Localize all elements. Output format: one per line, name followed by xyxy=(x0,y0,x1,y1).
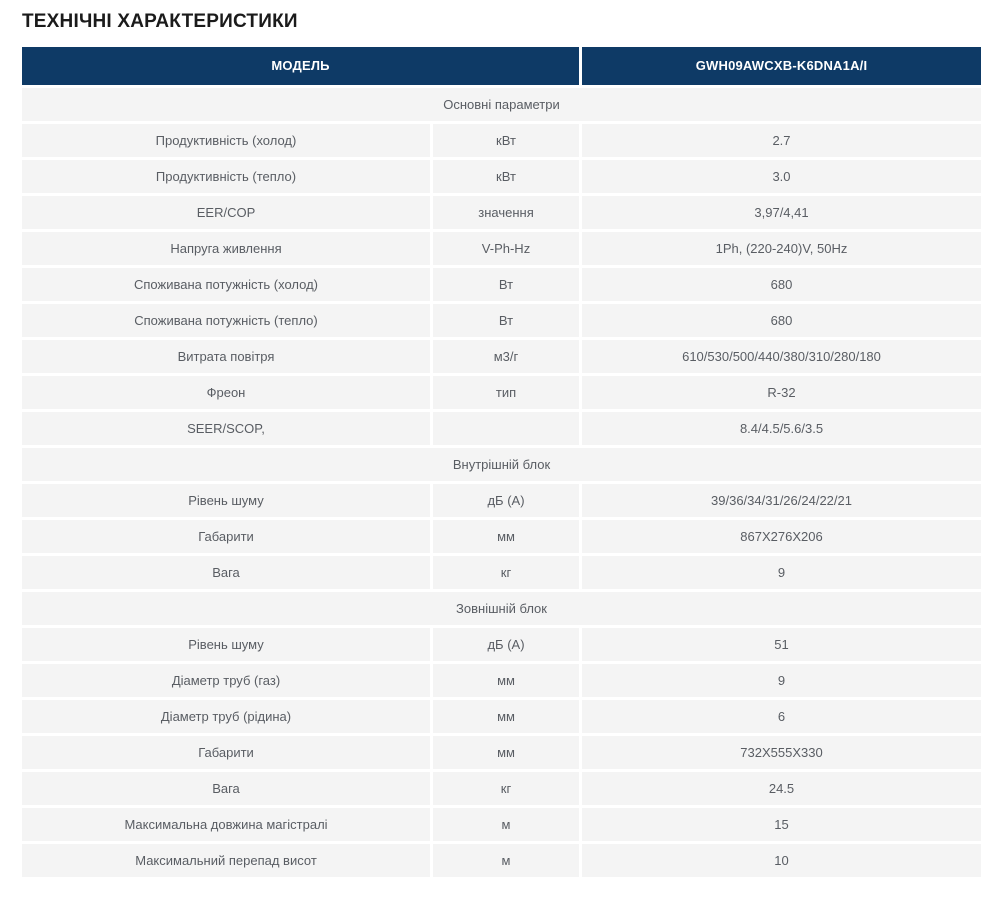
param-cell: Вага xyxy=(22,556,430,589)
value-cell: 680 xyxy=(582,304,981,337)
value-cell: 732X555X330 xyxy=(582,736,981,769)
param-cell: Рівень шуму xyxy=(22,484,430,517)
value-cell: 6 xyxy=(582,700,981,733)
table-row xyxy=(22,376,981,409)
param-cell: EER/COP xyxy=(22,196,430,229)
table-row xyxy=(22,340,981,373)
value-cell: 680 xyxy=(582,268,981,301)
unit-cell: значення xyxy=(433,196,579,229)
value-cell: 9 xyxy=(582,664,981,697)
unit-cell: кВт xyxy=(433,124,579,157)
value-cell: 3.0 xyxy=(582,160,981,193)
unit-cell: м3/г xyxy=(433,340,579,373)
table-row xyxy=(22,700,981,733)
param-cell: Витрата повітря xyxy=(22,340,430,373)
unit-cell: Вт xyxy=(433,304,579,337)
unit-cell: кг xyxy=(433,556,579,589)
param-cell: Габарити xyxy=(22,736,430,769)
unit-cell: кг xyxy=(433,772,579,805)
table-row xyxy=(22,628,981,661)
unit-cell: м xyxy=(433,808,579,841)
param-cell: Напруга живлення xyxy=(22,232,430,265)
section-title: Зовнішній блок xyxy=(22,592,981,625)
table-row xyxy=(22,520,981,553)
param-cell: SEER/SCOP, xyxy=(22,412,430,445)
table-row xyxy=(22,412,981,445)
unit-cell: тип xyxy=(433,376,579,409)
value-cell: 3,97/4,41 xyxy=(582,196,981,229)
param-cell: Габарити xyxy=(22,520,430,553)
table-row xyxy=(22,232,981,265)
param-cell: Максимальний перепад висот xyxy=(22,844,430,877)
unit-cell: дБ (А) xyxy=(433,484,579,517)
value-cell: 39/36/34/31/26/24/22/21 xyxy=(582,484,981,517)
table-header-row xyxy=(22,47,981,85)
param-cell: Фреон xyxy=(22,376,430,409)
table-row xyxy=(22,664,981,697)
table-row xyxy=(22,268,981,301)
param-cell: Споживана потужність (холод) xyxy=(22,268,430,301)
value-cell: 1Ph, (220-240)V, 50Hz xyxy=(582,232,981,265)
param-cell: Максимальна довжина магістралі xyxy=(22,808,430,841)
table-row xyxy=(22,124,981,157)
value-cell: 10 xyxy=(582,844,981,877)
value-cell: R-32 xyxy=(582,376,981,409)
param-cell: Рівень шуму xyxy=(22,628,430,661)
unit-cell: кВт xyxy=(433,160,579,193)
table-row xyxy=(22,772,981,805)
param-cell: Діаметр труб (газ) xyxy=(22,664,430,697)
value-cell: 2.7 xyxy=(582,124,981,157)
table-row xyxy=(22,556,981,589)
value-cell: 24.5 xyxy=(582,772,981,805)
unit-cell: мм xyxy=(433,700,579,733)
table-row xyxy=(22,160,981,193)
table-row xyxy=(22,808,981,841)
table-row xyxy=(22,304,981,337)
unit-cell: Вт xyxy=(433,268,579,301)
section-row xyxy=(22,592,981,625)
table-row xyxy=(22,196,981,229)
section-row xyxy=(22,448,981,481)
param-cell: Продуктивність (холод) xyxy=(22,124,430,157)
table-row xyxy=(22,484,981,517)
unit-cell: мм xyxy=(433,520,579,553)
param-cell: Вага xyxy=(22,772,430,805)
table-row xyxy=(22,844,981,877)
unit-cell: мм xyxy=(433,664,579,697)
unit-cell: V-Ph-Hz xyxy=(433,232,579,265)
section-title: Внутрішній блок xyxy=(22,448,981,481)
unit-cell: дБ (А) xyxy=(433,628,579,661)
unit-cell xyxy=(433,412,579,445)
unit-cell: мм xyxy=(433,736,579,769)
section-title: Основні параметри xyxy=(22,88,981,121)
table-row xyxy=(22,736,981,769)
param-cell: Споживана потужність (тепло) xyxy=(22,304,430,337)
value-cell: 9 xyxy=(582,556,981,589)
value-cell: 867X276X206 xyxy=(582,520,981,553)
spec-table xyxy=(19,44,984,880)
model-header-cell: МОДЕЛЬ xyxy=(22,47,579,85)
unit-cell: м xyxy=(433,844,579,877)
value-cell: 610/530/500/440/380/310/280/180 xyxy=(582,340,981,373)
page-title: ТЕХНІЧНІ ХАРАКТЕРИСТИКИ xyxy=(22,11,298,32)
param-cell: Продуктивність (тепло) xyxy=(22,160,430,193)
value-cell: 51 xyxy=(582,628,981,661)
value-cell: 8.4/4.5/5.6/3.5 xyxy=(582,412,981,445)
section-row xyxy=(22,88,981,121)
value-cell: 15 xyxy=(582,808,981,841)
param-cell: Діаметр труб (рідина) xyxy=(22,700,430,733)
model-value-cell: GWH09AWCXB-K6DNA1A/I xyxy=(582,47,981,85)
